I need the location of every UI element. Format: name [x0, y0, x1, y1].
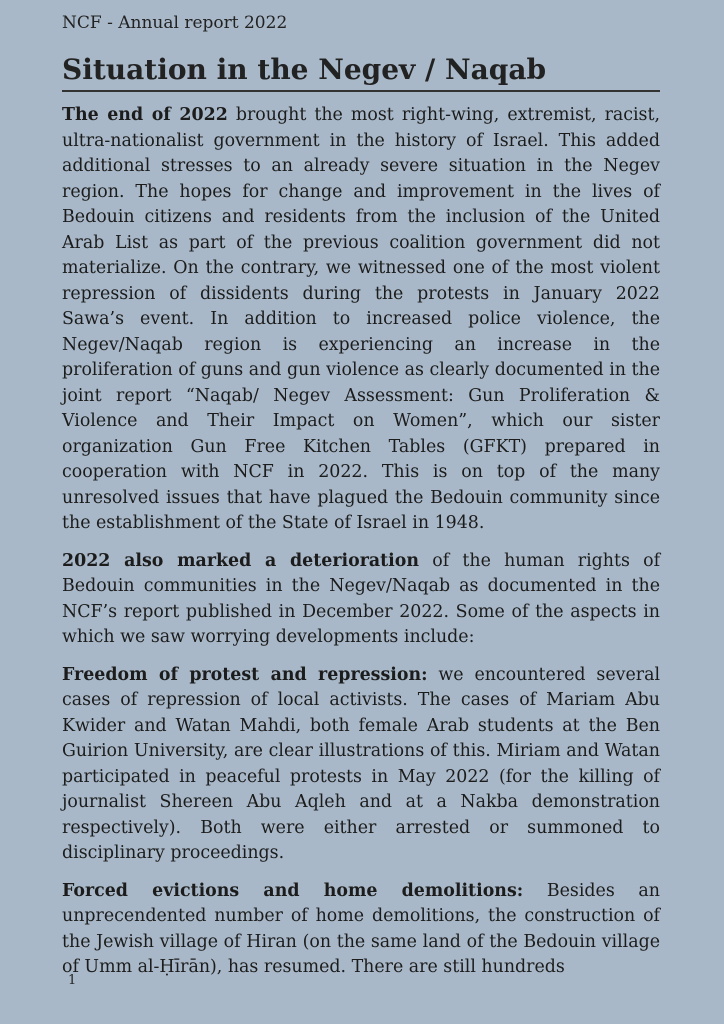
paragraph-forced-evictions — [62, 879, 660, 981]
paragraph-text: we encountered several cases of repression of local activists. The cases of Mariam Abu Kwider and Watan Mahdi, both female Arab students at the Ben Guirion University, are clear illustrations of this. Miriam and Watan participated in peaceful protests in May 2022 (for the killing of journalist Shereen Abu Aqleh and at a Nakba demonstration respectively). Both were either arrested or summoned to disciplinary proceedings. — [62, 664, 660, 863]
paragraph-freedom-of-protest — [62, 663, 660, 867]
paragraph-deterioration — [62, 549, 660, 651]
paragraph-end-of-2022 — [62, 103, 660, 537]
page-title: Situation in the Negev / Naqab — [62, 52, 660, 92]
paragraph-lead: 2022 also marked a deterioration — [62, 550, 420, 571]
paragraph-text: brought the most right-wing, extremist, racist, ultra-nationalist government in the history of Israel. This added additional stresses to an already severe situation in the Negev region. The hopes for change and improvement in the lives of Bedouin citizens and residents from the inclusion of the United Arab List as part of the previous coalition government did not materialize. On the contrary, we witnessed one of the most violent repression of dissidents during the protests in January 2022 Sawa’s event. In addition to increased police violence, the Negev/Naqab region is experiencing an increase in the proliferation of guns and gun violence as clearly documented in the joint report “Naqab/ Negev Assessment: Gun Proliferation & Violence and Their Impact on Women”, which our sister organization Gun Free Kitchen Tables (GFKT) prepared in cooperation with NCF in 2022. This is on top of the many unresolved issues that have plagued the Bedouin community since the establishment of the State of Israel in 1948. — [62, 105, 660, 533]
paragraph-lead: Freedom of protest and repression: — [62, 664, 428, 685]
running-header: NCF - Annual report 2022 — [62, 13, 288, 33]
page-number: 1 — [68, 973, 77, 988]
paragraph-text: Besides an unprecendented number of home demolitions, the construction of the Jewish village of Hiran (on the same land of the Bedouin village of Umm al-Ḥīrān), has resumed. There are still hundreds — [62, 880, 660, 977]
paragraph-lead: Forced evictions and home demolitions: — [62, 880, 524, 901]
paragraph-text: of the human rights of Bedouin communities in the Negev/Naqab as documented in the NCF’s report published in December 2022. Some of the aspects in which we saw worrying developments include: — [62, 550, 661, 647]
document-page — [62, 0, 660, 1024]
paragraph-lead: The end of 2022 — [62, 105, 228, 125]
body-text — [62, 103, 660, 993]
